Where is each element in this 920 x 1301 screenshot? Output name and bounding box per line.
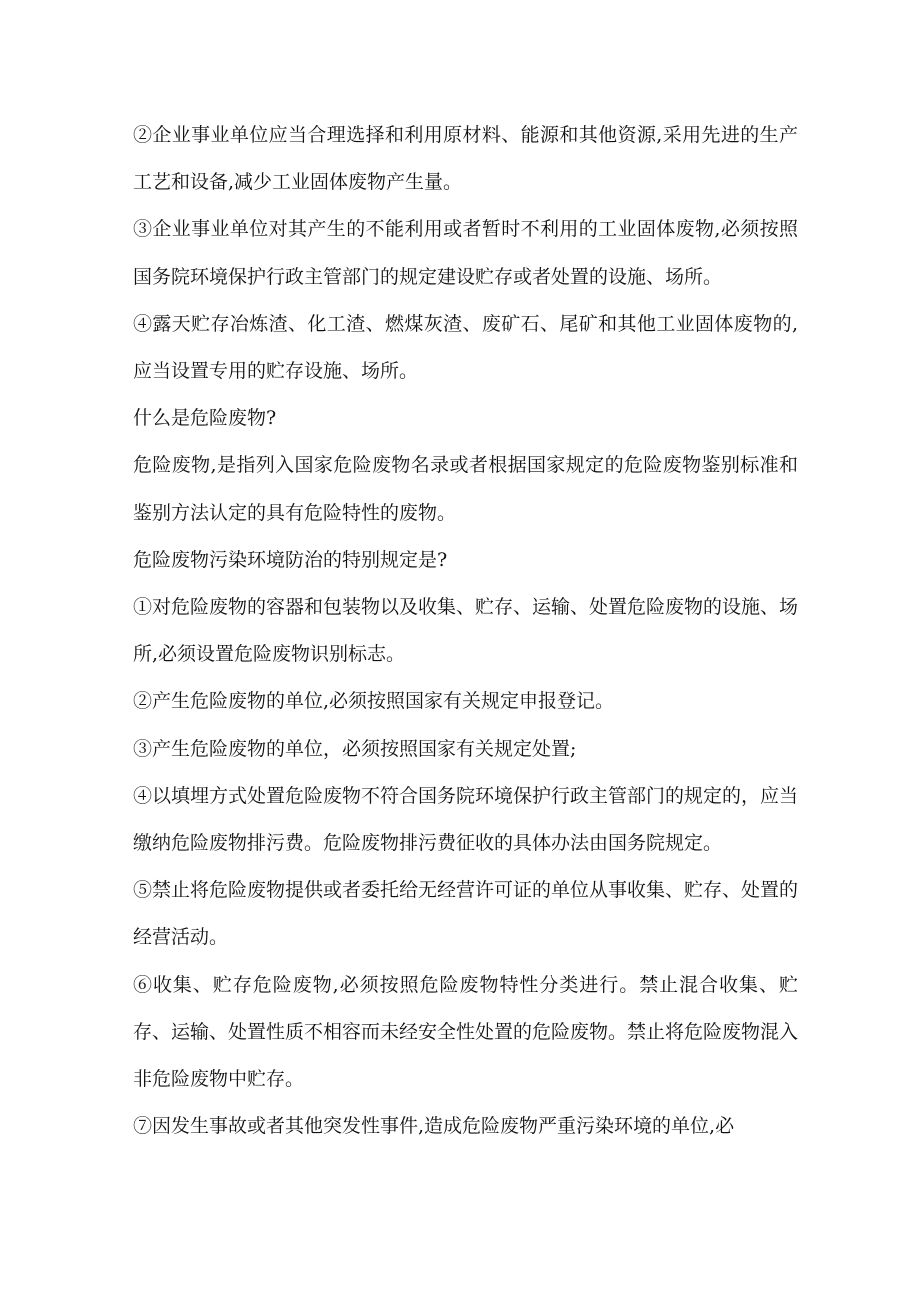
paragraph-licensing-prohibition: ⑤禁止将危险废物提供或者委托给无经营许可证的单位从事收集、贮存、处置的经营活动。 xyxy=(133,879,799,949)
paragraph-classified-collection: ⑥收集、贮存危险废物,必须按照危险废物特性分类进行。禁止混合收集、贮存、运输、处置性质不相容而未经安全性处置的危险废物。禁止将危险废物混入非危险废物中贮存。 xyxy=(133,973,799,1091)
paragraph-disposal-requirement: ③产生危险废物的单位，必须按照国家有关规定处置; xyxy=(133,737,577,760)
paragraph-industrial-storage-facilities: ③企业事业单位对其产生的不能利用或者暂时不利用的工业固体废物,必须按照国务院环境保护行政主管部门的规定建设贮存或者处置的设施、场所。 xyxy=(133,218,798,288)
paragraph-hazardous-waste-definition: 危险废物,是指列入国家危险废物名录或者根据国家规定的危险废物鉴别标准和鉴别方法认定的具有危险特性的废物。 xyxy=(133,454,798,524)
question-special-provisions: 危险废物污染环境防治的特别规定是? xyxy=(133,548,448,571)
question-what-is-hazardous-waste: 什么是危险废物? xyxy=(133,407,277,430)
paragraph-industrial-resource-use: ②企业事业单位应当合理选择和利用原材料、能源和其他资源,采用先进的生产工艺和设备,减少工业固体废物产生量。 xyxy=(133,124,798,194)
paragraph-landfill-discharge-fee: ④以填埋方式处置危险废物不符合国务院环境保护行政主管部门的规定的，应当缴纳危险废物排污费。危险废物排污费征收的具体办法由国务院规定。 xyxy=(133,784,799,855)
paragraph-identification-marks: ①对危险废物的容器和包装物以及收集、贮存、运输、处置危险废物的设施、场所,必须设置危险废物识别标志。 xyxy=(133,596,799,666)
paragraph-open-air-storage: ④露天贮存冶炼渣、化工渣、燃煤灰渣、废矿石、尾矿和其他工业固体废物的,应当设置专用的贮存设施、场所。 xyxy=(133,312,798,383)
paragraph-accident-pollution: ⑦因发生事故或者其他突发性事件,造成危险废物严重污染环境的单位,必 xyxy=(133,1115,735,1138)
document-body xyxy=(133,112,798,1150)
paragraph-declaration-registration: ②产生危险废物的单位,必须按照国家有关规定申报登记。 xyxy=(133,690,615,713)
